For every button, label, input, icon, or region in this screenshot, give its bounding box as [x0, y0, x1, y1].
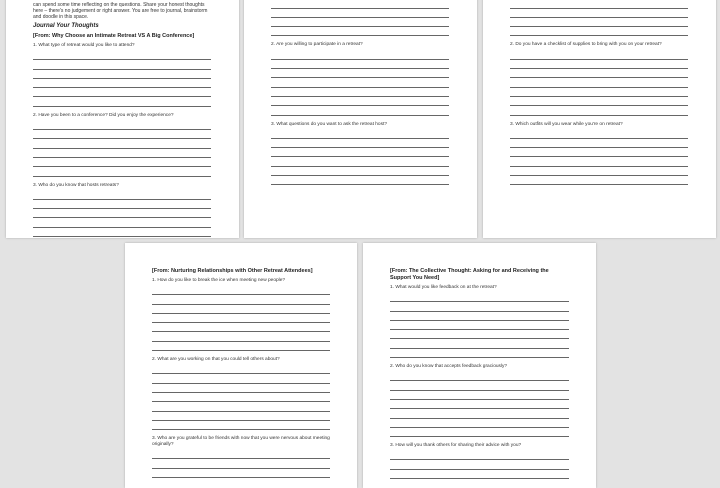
question-block: [271, 122, 449, 186]
question-block: [390, 285, 569, 358]
question-text: 1. What would you like feedback on at the retreat?: [390, 285, 497, 290]
answer-lines[interactable]: [271, 130, 449, 186]
question-block: [33, 183, 211, 238]
question-block: [152, 436, 330, 478]
question-text: 1. What type of retreat would you like to attend?: [33, 43, 135, 48]
question-text: 2. Have you been to a conference? Did you enjoy the experience?: [33, 112, 174, 118]
question-block: [510, 122, 688, 186]
question-text: 3. Which outfits will you wear while you're on retreat?: [510, 121, 623, 127]
section-title: [From: Nurturing Relationships with Other Retreat Attendees]: [152, 268, 313, 274]
worksheet-page-5: [363, 243, 596, 488]
answer-lines[interactable]: [33, 121, 211, 177]
question-text: 3. What questions do you want to ask the retreat host?: [271, 121, 387, 127]
worksheet-page-1: [6, 0, 239, 238]
question-text: 2. Are you willing to participate in a retreat?: [271, 42, 363, 48]
answer-lines[interactable]: [152, 286, 330, 351]
answer-lines[interactable]: [33, 191, 211, 238]
question-text: 2. Do you have a checklist of supplies to bring with you on your retreat?: [510, 42, 662, 48]
question-text: 3. How will you thank others for sharing their advice with you?: [390, 443, 522, 449]
answer-lines[interactable]: [510, 130, 688, 186]
answer-lines[interactable]: [390, 451, 569, 479]
question-block: [390, 364, 569, 437]
question-text: 3. Who do you know that hosts retreats?: [33, 182, 119, 188]
answer-lines[interactable]: [152, 450, 330, 478]
question-text: 1. How do you like to break the ice when meeting new people?: [152, 278, 286, 283]
answer-lines[interactable]: [390, 372, 569, 437]
question-block: [152, 357, 330, 430]
question-block: [390, 443, 569, 479]
worksheet-page-2: [244, 0, 477, 238]
section-title: [From: The Collective Thought: Asking for and Receiving the Support You Need]: [390, 268, 549, 281]
answer-lines[interactable]: [33, 51, 211, 107]
worksheet-page-4: [125, 243, 357, 488]
intro-text: can spend some time reflecting on the questions. Share your honest thoughts here – there's no judgement or right answer. You are free to journal, brainstorm and doodle in this space.: [33, 2, 208, 20]
question-block: [152, 278, 330, 351]
question-text: 3. Who are you grateful to be friends with now that you were nervous about meeting originally?: [152, 436, 330, 448]
answer-lines[interactable]: [510, 0, 688, 36]
answer-lines[interactable]: [152, 365, 330, 430]
answer-lines[interactable]: [271, 50, 449, 115]
question-block: [33, 43, 211, 107]
question-text: 2. Who do you know that accepts feedback graciously?: [390, 364, 508, 370]
answer-lines[interactable]: [271, 0, 449, 36]
question-block: [510, 42, 688, 115]
question-text: 2. What are you working on that you could tell others about?: [152, 357, 280, 363]
answer-lines[interactable]: [510, 50, 688, 115]
journal-heading: Journal Your Thoughts: [33, 23, 99, 29]
answer-lines[interactable]: [390, 293, 569, 358]
question-block: [271, 42, 449, 115]
section-title: [From: Why Choose an Intimate Retreat VS A Big Conference]: [33, 33, 195, 39]
question-block: [33, 113, 211, 177]
worksheet-page-3: [483, 0, 716, 238]
